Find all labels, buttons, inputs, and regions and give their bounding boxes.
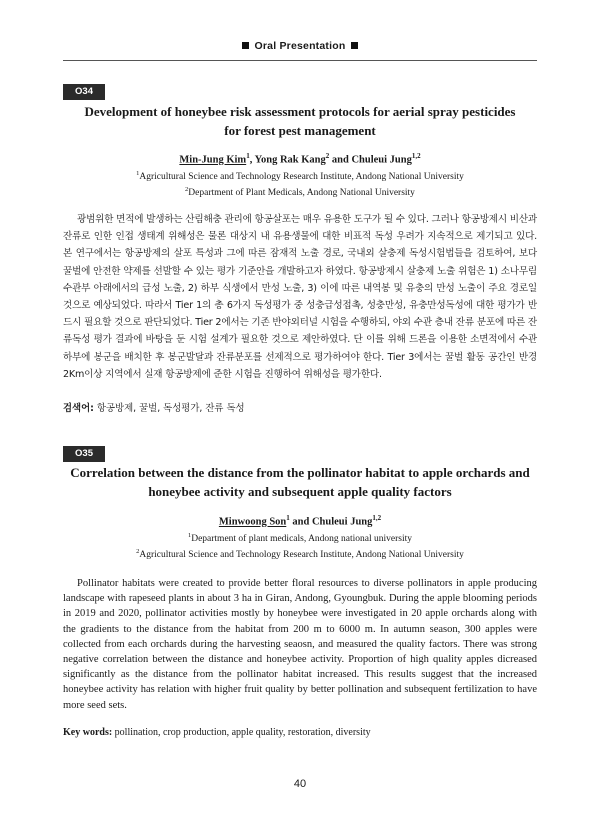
title-line: for forest pest management: [224, 123, 376, 138]
abstract-body: 광범위한 면적에 발생하는 산림해충 관리에 항공살포는 매우 유용한 도구가 될 수 있다. 그러나 항공방제시 비산과 잔류로 인한 인접 생태계 위해성은 물론 대상지 내 유용생물에 대한 비표적 독성 우려가 지속적으로 제기되고 있다. 본 연구에서는 항공방제의 살포 특성과 그에 따른 잠재적 노출 경로, 국내외 살충제 독성시험법들을 검토하여, 보다 꿀벌에 안전한 약제를 선발할 수 있는 평가 기준안을 개발하고자 하였다. 항공방제시 살충제 노출 위험은 1) 소나무림 수관부 아래에서의 급성 노출, 2) 하부 식생에서 만성 노출, 3) 이에 따른 내역봉 및 유충의 만성 노출이 주요 경로일 것으로 예상되었다. 따라서 Tier 1의 총 6가지 독성평가 중 성충급성접촉, 성충만성, 유충만성독성에 대한 평가가 반드시 필요할 것으로 판단되었다. Tier 2에서는 기존 반야외터널 시험을 수행하되, 야외 수관 층내 잔류 분포에 따른 잔류독성 평가 결과에 바탕을 둔 시험 설계가 필요한 것으로 제안하였다. 단 이를 위해 드론을 이용한 소면적에서 수관하부에 봉군을 배치한 후 봉군발달과 잔류분포를 선제적으로 평가하여야 한다. Tier 3에서는 꿀벌 활동 공간인 반경 2Km이상 지역에서 실재 항공방제에 준한 시험을 진행하여 위해성을 평가한다.: [63, 214, 537, 380]
keywords: [63, 727, 537, 738]
affiliation: $^1$Agricultural Science and Technology Research Institute, Andong National University: [136, 170, 464, 183]
keywords: [63, 400, 537, 414]
title-line: Correlation between the distance from the pollinator habitat to apple orchards and: [70, 465, 530, 480]
affiliation: $^2$Agricultural Science and Technology Research Institute, Andong National University: [136, 547, 464, 560]
presenting-author: Min-Jung Kim: [179, 154, 247, 166]
keywords-label: 검색어:: [63, 403, 94, 414]
square-bullet-icon: [242, 42, 249, 49]
header-label: Oral Presentation: [254, 40, 346, 52]
author: Yong Rak Kang: [254, 154, 326, 166]
author-list: Minwoong Son$^1$ and Chuleui Jung$^{1,2}$: [218, 514, 382, 528]
title-line: Development of honeybee risk assessment protocols for aerial spray pesticides: [84, 104, 516, 119]
author: Chuleui Jung: [311, 516, 373, 528]
presenting-author: Minwoong Son: [218, 516, 287, 528]
square-bullet-icon: [351, 42, 358, 49]
abstract-id-badge: O35: [63, 446, 105, 462]
page-number: 40: [293, 778, 307, 790]
running-header: [0, 40, 600, 52]
author: Chuleui Jung: [351, 154, 412, 166]
abstract-body: Pollinator habitats were created to provide better floral resources to diverse pollinators in apple producing landscape with rapeseed plants in about 3 ha in Giran, Andong, Gyoungbuk. During the apple blooming periods in 2019 and 2020, pollinator activities mostly by honeybee were investigated in 20 apple orchards along with the gradients to the distance from the habitat from 200 m to 6000 m. In autumn season, 300 apples were collected from each orchards during the harvesting seaosn, and measured the quality factors. There was strong negative correlation between the distance and honeybee activity. Proportion of high quality apples dicreased significantly as the distance from the pollinator habitat increased. This results suggest that the increased honeybee activity has relation with higher fruit quality by better pollination and subsequent fertilization to have more seed sets.: [63, 578, 537, 711]
abstract-id-badge: O34: [63, 84, 105, 100]
affiliations: [63, 530, 537, 561]
affiliation: $^2$Department of Plant Medicals, Andong National University: [185, 185, 415, 198]
author-list: Min-Jung Kim$^1$, Yong Rak Kang$^2$ and Chuleui Jung$^{1,2}$: [179, 152, 421, 166]
affiliations: [63, 168, 537, 199]
title-line: honeybee activity and subsequent apple quality factors: [148, 484, 452, 499]
affiliation: $^1$Department of plant medicals, Andong national university: [187, 532, 413, 545]
abstract-title: [63, 463, 537, 501]
header-rule: [63, 60, 537, 61]
keywords-label: Key words:: [63, 727, 113, 738]
keywords-text: pollination, crop production, apple quality, restoration, diversity: [114, 727, 371, 738]
abstract-title: [63, 102, 537, 140]
keywords-text: 항공방제, 꿀벌, 독성평가, 잔류 독성: [96, 403, 245, 414]
